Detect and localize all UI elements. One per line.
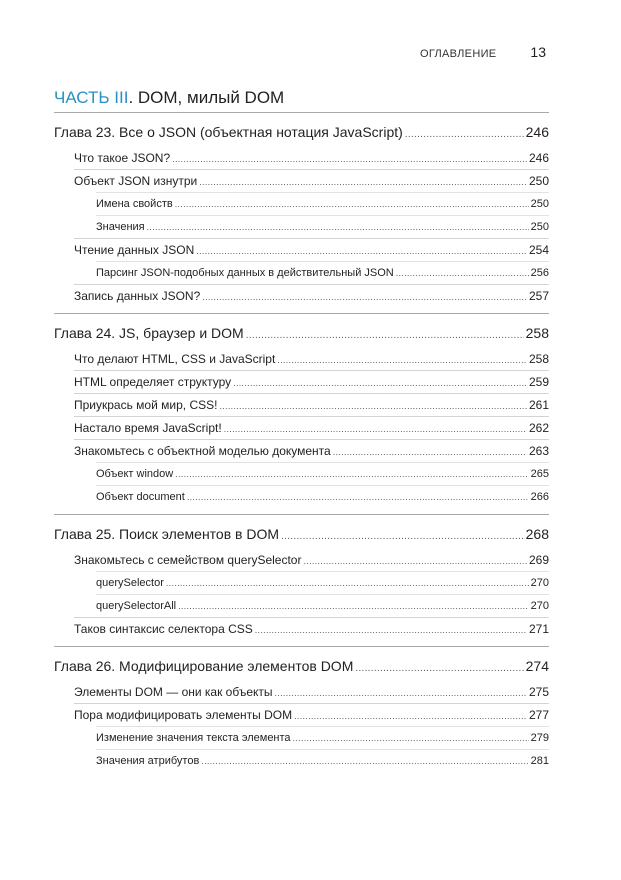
entry-title: Запись данных JSON? xyxy=(74,289,201,303)
dot-leader xyxy=(172,151,527,166)
part-heading xyxy=(54,88,284,108)
section-entry[interactable] xyxy=(74,549,549,568)
section-entry[interactable] xyxy=(74,681,549,700)
entry-page: 270 xyxy=(530,600,549,612)
chapter-entry[interactable] xyxy=(54,525,549,543)
section-entry[interactable] xyxy=(74,147,549,166)
chapter-page: 268 xyxy=(525,526,549,542)
entry-title: Имена свойств xyxy=(96,198,173,210)
entry-page: 277 xyxy=(528,708,549,722)
section-entry[interactable] xyxy=(74,439,549,459)
entry-page: 256 xyxy=(530,267,549,279)
entry-title: HTML определяет структуру xyxy=(74,375,232,389)
dot-leader xyxy=(219,398,527,413)
subsection-entry[interactable] xyxy=(96,594,549,614)
part-label: ЧАСТЬ III xyxy=(54,88,129,107)
dot-leader xyxy=(201,753,528,769)
entry-page: 258 xyxy=(528,352,549,366)
entry-title: Значения атрибутов xyxy=(96,755,200,767)
entry-title: Пора модифицировать элементы DOM xyxy=(74,708,293,722)
entry-title: Чтение данных JSON xyxy=(74,243,195,257)
entry-page: 250 xyxy=(530,198,549,210)
entry-title: Парсинг JSON-подобных данных в действительный JSON xyxy=(96,267,394,279)
entry-title: Элементы DOM — они как объекты xyxy=(74,685,273,699)
entry-page: 246 xyxy=(528,151,549,165)
entry-page: 259 xyxy=(528,375,549,389)
dot-leader xyxy=(187,489,529,505)
dot-leader xyxy=(166,575,529,591)
section-entry[interactable] xyxy=(74,348,549,367)
dot-leader xyxy=(246,327,524,342)
chapter-section xyxy=(54,514,549,637)
entry-page: 261 xyxy=(528,398,549,412)
dot-leader xyxy=(293,730,529,746)
dot-leader xyxy=(233,375,527,390)
dot-leader xyxy=(396,265,529,281)
entry-title: Значения xyxy=(96,221,145,233)
dot-leader xyxy=(196,243,527,258)
entry-page: 257 xyxy=(528,289,549,303)
section-entry[interactable] xyxy=(74,238,549,258)
chapter-page: 274 xyxy=(525,658,549,674)
entry-title: Что делают HTML, CSS и JavaScript xyxy=(74,352,276,366)
entry-title: Объект window xyxy=(96,468,174,480)
chapter-title: Глава 25. Поиск элементов в DOM xyxy=(54,526,280,542)
running-header-title: ОГЛАВЛЕНИЕ xyxy=(420,48,497,60)
chapter-entry[interactable] xyxy=(54,657,549,675)
entry-title: Изменение значения текста элемента xyxy=(96,732,291,744)
dot-leader xyxy=(224,421,527,436)
entry-page: 250 xyxy=(528,174,549,188)
dot-leader xyxy=(175,196,529,212)
dot-leader xyxy=(303,553,527,568)
chapter-entry[interactable] xyxy=(54,324,549,342)
chapter-title: Глава 23. Все о JSON (объектная нотация JavaScript) xyxy=(54,124,403,140)
subsection-entry[interactable] xyxy=(96,726,549,746)
section-entry[interactable] xyxy=(74,617,549,637)
chapter-title: Глава 24. JS, браузер и DOM xyxy=(54,325,244,341)
section-entry[interactable] xyxy=(74,169,549,189)
chapter-page: 258 xyxy=(525,325,549,341)
entry-title: Знакомьтесь с семейством querySelector xyxy=(74,553,302,567)
entry-title: querySelector xyxy=(96,577,164,589)
chapter-entry[interactable] xyxy=(54,123,549,141)
dot-leader xyxy=(277,352,527,367)
subsection-entry[interactable] xyxy=(96,571,549,591)
entry-title: Настало время JavaScript! xyxy=(74,421,222,435)
dot-leader xyxy=(333,444,527,459)
entry-page: 275 xyxy=(528,685,549,699)
dot-leader xyxy=(147,219,529,235)
chapter-section xyxy=(54,112,549,304)
subsection-entry[interactable] xyxy=(96,485,549,505)
entry-page: 262 xyxy=(528,421,549,435)
entry-title: Что такое JSON? xyxy=(74,151,171,165)
chapter-section xyxy=(54,313,549,505)
chapter-section xyxy=(54,646,549,769)
section-entry[interactable] xyxy=(74,416,549,436)
entry-page: 271 xyxy=(528,622,549,636)
dot-leader xyxy=(294,708,527,723)
dot-leader xyxy=(202,289,527,304)
dot-leader xyxy=(178,598,529,614)
entry-title: Объект JSON изнутри xyxy=(74,174,198,188)
subsection-entry[interactable] xyxy=(96,192,549,212)
chapter-page: 246 xyxy=(525,124,549,140)
entry-title: Знакомьтесь с объектной моделью документа xyxy=(74,444,331,458)
section-entry[interactable] xyxy=(74,284,549,304)
running-header xyxy=(420,44,546,60)
entry-page: 254 xyxy=(528,243,549,257)
page-number: 13 xyxy=(530,44,546,60)
table-of-contents xyxy=(54,112,549,772)
entry-page: 263 xyxy=(528,444,549,458)
entry-page: 281 xyxy=(530,755,549,767)
section-entry[interactable] xyxy=(74,393,549,413)
entry-page: 279 xyxy=(530,732,549,744)
dot-leader xyxy=(255,622,527,637)
entry-page: 266 xyxy=(530,491,549,503)
subsection-entry[interactable] xyxy=(96,462,549,482)
entry-page: 269 xyxy=(528,553,549,567)
chapter-title: Глава 26. Модифицирование элементов DOM xyxy=(54,658,354,674)
subsection-entry[interactable] xyxy=(96,261,549,281)
entry-page: 270 xyxy=(530,577,549,589)
entry-page: 250 xyxy=(530,221,549,233)
dot-leader xyxy=(199,174,527,189)
dot-leader xyxy=(405,126,524,141)
dot-leader xyxy=(175,466,528,482)
dot-leader xyxy=(281,528,524,543)
section-entry[interactable] xyxy=(74,370,549,390)
subsection-entry[interactable] xyxy=(96,749,549,769)
subsection-entry[interactable] xyxy=(96,215,549,235)
entry-title: Объект document xyxy=(96,491,185,503)
dot-leader xyxy=(275,685,527,700)
entry-title: Таков синтаксис селектора CSS xyxy=(74,622,253,636)
dot-leader xyxy=(355,660,523,675)
part-title: . DOM, милый DOM xyxy=(128,88,285,107)
entry-page: 265 xyxy=(530,468,549,480)
entry-title: querySelectorAll xyxy=(96,600,177,612)
section-entry[interactable] xyxy=(74,703,549,723)
entry-title: Приукрась мой мир, CSS! xyxy=(74,398,218,412)
